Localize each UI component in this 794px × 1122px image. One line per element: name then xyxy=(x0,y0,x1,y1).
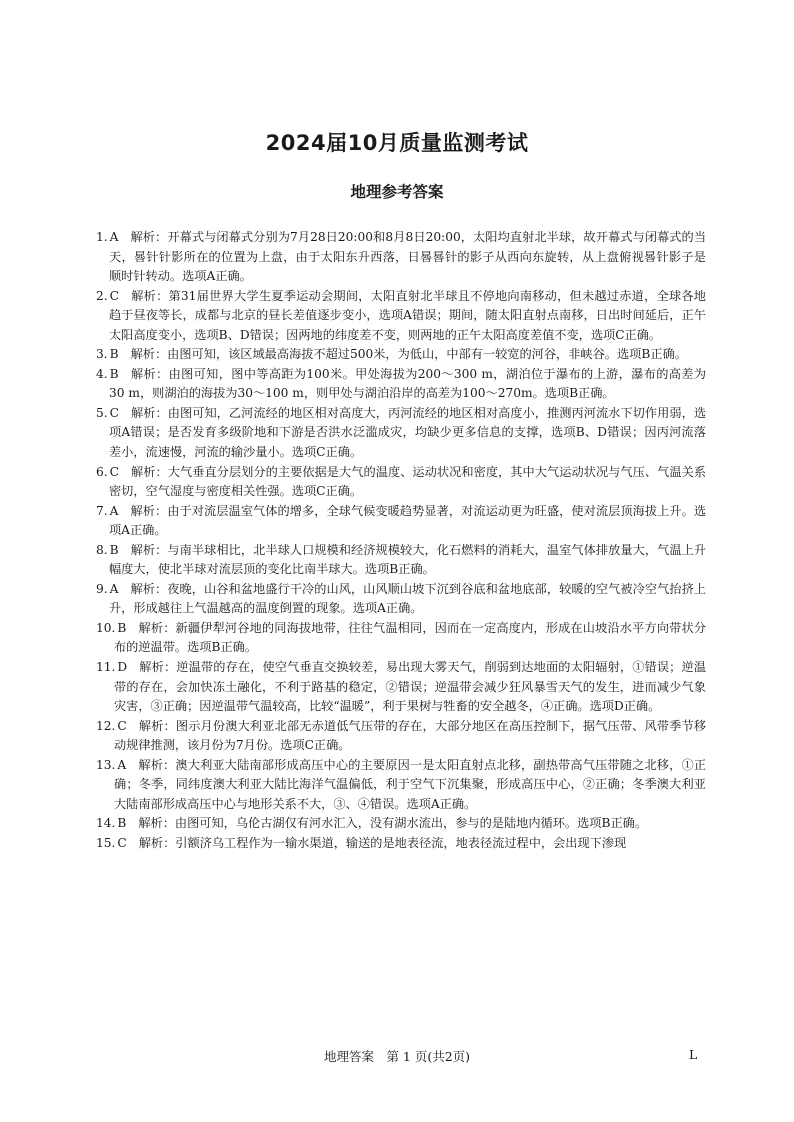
question-number: 1. xyxy=(96,230,108,244)
answer-item xyxy=(96,463,706,502)
explanation-label: 解析： xyxy=(130,581,168,596)
explanation-text: 由图可知，该区域最高海拔不超过500米，为低山，中部有一较宽的河谷，非峡谷。选项B正确。 xyxy=(167,347,687,362)
question-number: 10. xyxy=(96,620,116,635)
answer-choice: D xyxy=(117,660,128,675)
answer-choice: C xyxy=(109,464,119,479)
explanation-text: 逆温带的存在，使空气垂直交换较差，易出现大雾天气，削弱到达地面的太阳辐射，①错误；逆温带的存在，会加快冻土融化，不利于路基的稳定，②错误；逆温带会减少狂风暴雪天气的发生，进而减少气象灾害，③正确；因逆温带气温较高，比较“温暖”，利于果树与牲畜的安全越冬，④正确。选项D正确。 xyxy=(114,660,707,714)
question-number: 4. xyxy=(96,366,108,381)
answer-choice: C xyxy=(117,718,127,733)
explanation-label: 解析： xyxy=(138,718,176,733)
answer-choice: A xyxy=(109,230,119,244)
explanation-label: 解析： xyxy=(130,405,168,420)
explanation-label: 解析： xyxy=(138,620,176,635)
explanation-label: 解析： xyxy=(138,816,175,831)
answer-item xyxy=(96,287,706,346)
answer-item xyxy=(96,365,706,404)
answer-choice: A xyxy=(109,581,119,596)
explanation-text: 引额济乌工程作为一输水渠道，输送的是地表径流，地表径流过程中，会出现下渗现 xyxy=(175,835,627,850)
answer-choice: B xyxy=(117,816,127,831)
explanation-label: 解析： xyxy=(130,366,169,381)
question-number: 8. xyxy=(96,542,108,557)
question-number: 7. xyxy=(96,503,108,518)
explanation-text: 第31届世界大学生夏季运动会期间，太阳直射北半球且不停地向南移动，但未越过赤道，全球各地趋于昼夜等长，成都与北京的昼长差值逐步变小，选项A错误；期间，随太阳直射点南移，日出时间延后，正午太阳高度变小，选项B、D错误；因两地的纬度差不变，则两地的正午太阳高度差值不变，选项C正确。 xyxy=(109,288,706,342)
explanation-label: 解析： xyxy=(138,757,176,772)
explanation-label: 解析： xyxy=(130,288,169,303)
answer-choice: C xyxy=(117,835,127,850)
explanation-label: 解析： xyxy=(130,230,168,244)
question-number: 12. xyxy=(96,718,116,733)
answer-list xyxy=(96,228,706,854)
answer-item xyxy=(96,717,706,756)
paper-code: L xyxy=(689,1047,698,1062)
answer-item xyxy=(96,580,706,619)
answer-item xyxy=(96,404,706,463)
answer-choice: A xyxy=(117,757,127,772)
question-number: 6. xyxy=(96,464,108,479)
question-number: 2. xyxy=(96,288,108,303)
answer-item xyxy=(96,228,706,287)
explanation-label: 解析： xyxy=(139,660,177,675)
question-number: 15. xyxy=(96,835,116,850)
question-number: 9. xyxy=(96,581,108,596)
explanation-label: 解析： xyxy=(130,542,168,557)
answer-item xyxy=(96,541,706,580)
question-number: 5. xyxy=(96,405,108,420)
explanation-text: 新疆伊犁河谷地的同海拔地带，往往气温相同，因而在一定高度内，形成在山坡沿水平方向带状分布的逆温带。选项B正确。 xyxy=(114,620,707,655)
explanation-text: 夜晚，山谷和盆地盛行干冷的山风，山风顺山坡下沉到谷底和盆地底部，较暖的空气被冷空气抬挤上升，形成越往上气温越高的温度倒置的现象。选项A正确。 xyxy=(109,581,707,616)
explanation-text: 图示月份澳大利亚北部无赤道低气压带的存在，大部分地区在高压控制下，据气压带、风带季节移动规律推测，该月份为7月份。选项C正确。 xyxy=(114,718,707,753)
answer-item xyxy=(96,502,706,541)
page-title: 2024届10月质量监测考试 xyxy=(265,131,529,155)
answer-item xyxy=(96,756,706,815)
explanation-text: 大气垂直分层划分的主要依据是大气的温度、运动状况和密度，其中大气运动状况与气压、气温关系密切，空气湿度与密度相关性强。选项C正确。 xyxy=(109,464,707,499)
answer-item xyxy=(96,658,706,717)
answer-item xyxy=(96,619,706,658)
answer-choice: B xyxy=(109,347,119,362)
answer-choice: C xyxy=(109,405,119,420)
explanation-text: 由于对流层温室气体的增多，全球气候变暖趋势显著，对流运动更为旺盛，使对流层顶海拔上升。选项A正确。 xyxy=(109,503,707,538)
explanation-text: 由图可知，乌伦古湖仅有河水汇入，没有湖水流出，参与的是陆地内循环。选项B正确。 xyxy=(174,816,648,831)
page-number: 地理答案 第 1 页(共2页) xyxy=(323,1049,471,1064)
explanation-label: 解析： xyxy=(138,835,176,850)
explanation-text: 开幕式与闭幕式分别为7月28日20:00和8月8日20:00，太阳均直射北半球，故开幕式与闭幕式的当天，晷针针影所在的位置为上盘，由于太阳东升西落，日晷晷针的影子从西向东旋转，从上盘俯视晷针影子是顺时针转动。选项A正确。 xyxy=(109,230,707,284)
answer-choice: A xyxy=(109,503,119,518)
question-number: 13. xyxy=(96,757,116,772)
explanation-text: 与南半球相比，北半球人口规模和经济规模较大，化石燃料的消耗大，温室气体排放量大，气温上升幅度大，使北半球对流层顶的变化比南半球大。选项B正确。 xyxy=(109,542,707,577)
question-number: 11. xyxy=(96,660,116,675)
answer-item xyxy=(96,345,706,365)
explanation-label: 解析： xyxy=(130,347,168,362)
question-number: 3. xyxy=(96,347,108,362)
answer-choice: B xyxy=(109,542,119,557)
answer-choice: B xyxy=(109,366,119,381)
explanation-label: 解析： xyxy=(130,464,168,479)
answer-item xyxy=(96,814,706,834)
answer-choice: C xyxy=(109,288,119,303)
explanation-text: 由图可知，乙河流经的地区相对高度大，丙河流经的地区相对高度小，推测丙河流水下切作用弱，选项A错误；是否发育多级阶地和下游是否洪水泛滥成灾，均缺少更多信息的支撑，选项B、D错误；因丙河流落差小，流速慢，河流的输沙量小。选项C正确。 xyxy=(109,405,707,460)
page-subtitle: 地理参考答案 xyxy=(350,183,444,201)
explanation-text: 由图可知，图中等高距为100米。甲处海拔为200～300 m，湖泊位于瀑布的上游，瀑布的高差为30 m，则湖泊的海拔为30～100 m，则甲处与湖泊沿岸的高差为100～270m。选项B正确。 xyxy=(109,366,707,401)
answer-item xyxy=(96,834,706,854)
explanation-text: 澳大利亚大陆南部形成高压中心的主要原因一是太阳直射点北移，副热带高气压带随之北移，①正确；冬季，同纬度澳大利亚大陆比海洋气温偏低，利于空气下沉集聚，形成高压中心，②正确；冬季澳大利亚大陆南部形成高压中心与地形关系不大，③、④错误。选项A正确。 xyxy=(114,757,707,811)
explanation-label: 解析： xyxy=(130,503,168,518)
question-number: 14. xyxy=(96,816,116,831)
answer-choice: B xyxy=(117,620,127,635)
